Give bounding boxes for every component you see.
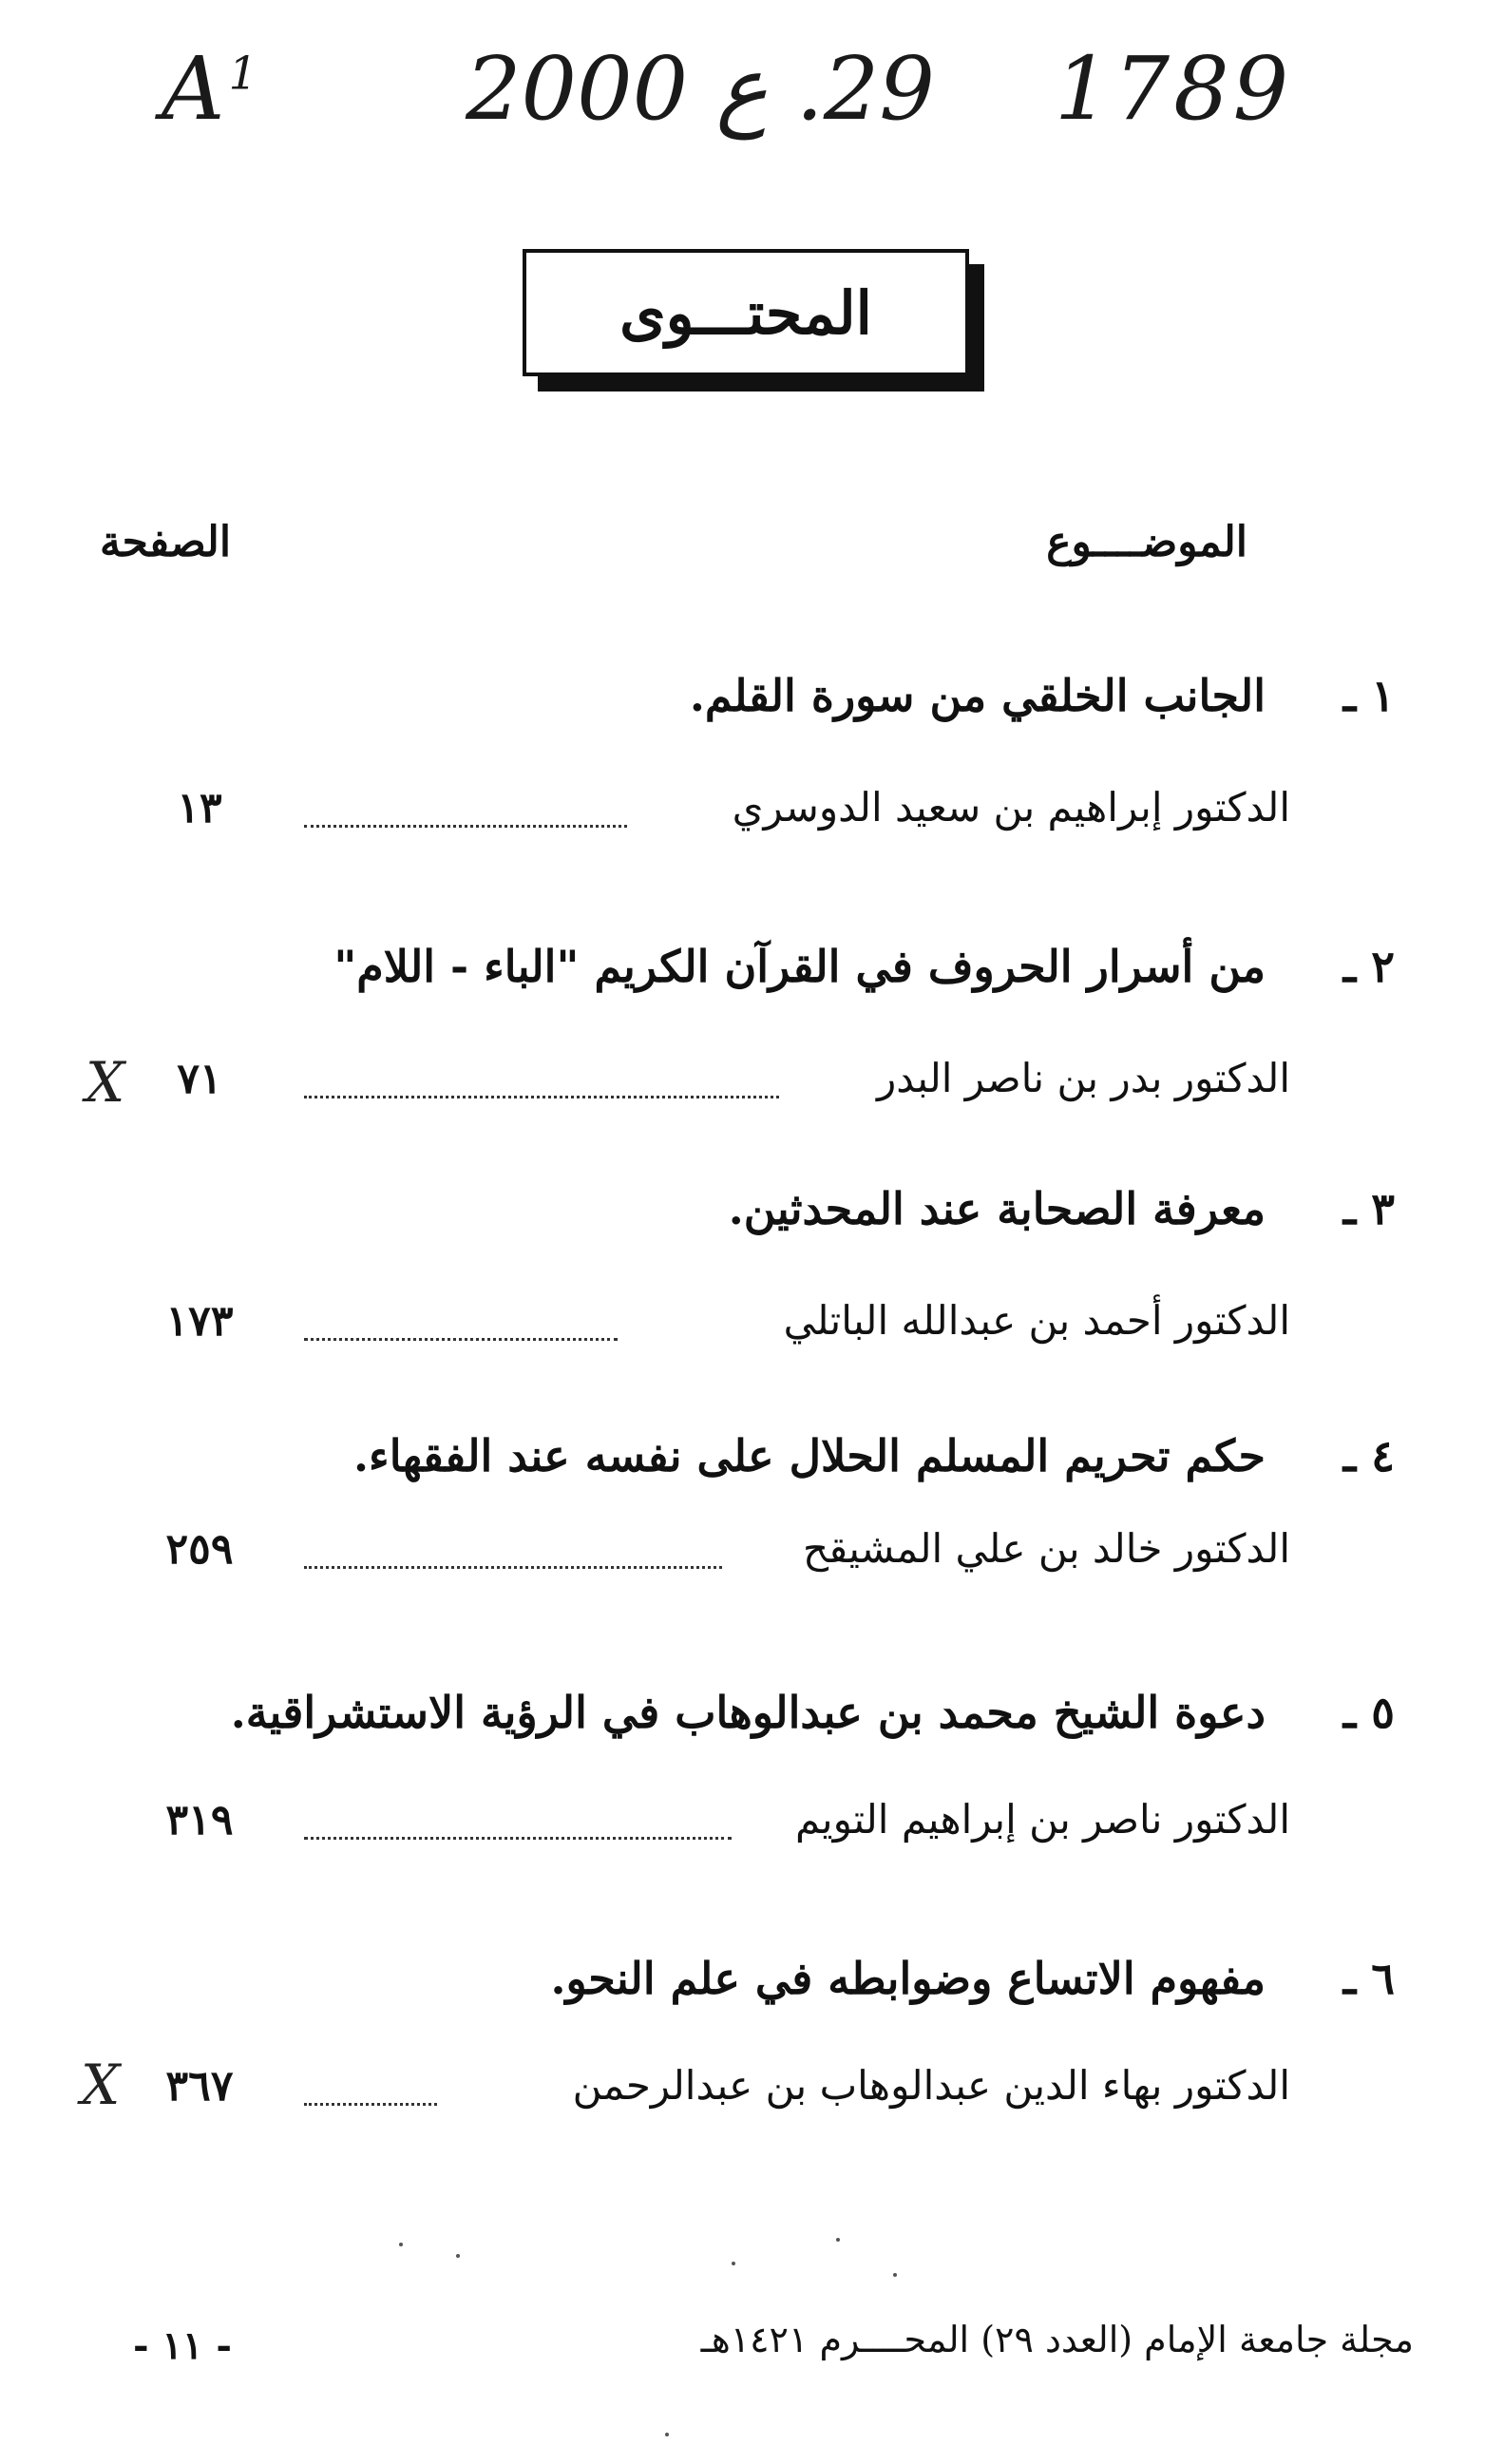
- toc-entry-page: ١٣: [177, 784, 222, 832]
- dot-leader: [304, 1338, 618, 1341]
- toc-entry-title: [231, 1687, 1395, 1738]
- scan-speck: [893, 2273, 897, 2277]
- handwritten-check-mark: X: [81, 2053, 121, 2117]
- toc-entry-page: ٢٥٩: [165, 1525, 234, 1574]
- entry-title-text: الجانب الخلقي من سورة القلم.: [689, 670, 1266, 721]
- entry-number: ١ ـ: [1342, 670, 1395, 721]
- handwritten-letter: A: [162, 38, 229, 140]
- dot-leader: [304, 1837, 732, 1840]
- dot-leader: [304, 2103, 437, 2106]
- footer-page-number: - ١١ -: [133, 2323, 233, 2368]
- handwritten-check-mark: X: [86, 1050, 125, 1115]
- entry-title-text: من أسرار الحروف في القرآن الكريم "الباء - اللام": [333, 941, 1266, 992]
- entry-number: ٥ ـ: [1342, 1687, 1395, 1738]
- handwritten-sup: 1: [228, 47, 261, 101]
- page-title: المحتـــوى: [523, 249, 969, 376]
- scan-speck: [732, 2262, 735, 2265]
- scan-speck: [456, 2254, 460, 2258]
- entry-number: ٣ ـ: [1342, 1183, 1395, 1234]
- toc-entry-title: [729, 1183, 1395, 1234]
- toc-entry-title: [550, 1953, 1395, 2004]
- scan-speck: [399, 2243, 403, 2246]
- entry-title-text: معرفة الصحابة عند المحدثين.: [728, 1183, 1266, 1234]
- toc-entry-author: الدكتور بهاء الدين عبدالوهاب بن عبدالرحمن: [572, 2062, 1290, 2109]
- entry-title-text: دعوة الشيخ محمد بن عبدالوهاب في الرؤية الاستشراقية.: [230, 1687, 1266, 1738]
- entry-number: ٦ ـ: [1342, 1953, 1395, 2004]
- toc-entry-author: الدكتور أحمد بن عبدالله الباتلي: [783, 1297, 1290, 1344]
- dot-leader: [304, 1566, 722, 1569]
- toc-entry-author: الدكتور بدر بن ناصر البدر: [876, 1055, 1290, 1101]
- page-column-heading: الصفحة: [100, 518, 232, 566]
- handwritten-date: 29. ع 2000: [466, 38, 935, 140]
- toc-entry-author: الدكتور خالد بن علي المشيقح: [802, 1525, 1290, 1572]
- toc-entry-page: ٣١٩: [165, 1796, 234, 1844]
- topic-column-heading: الموضــــوع: [1046, 518, 1247, 566]
- toc-entry-page: ٧١: [177, 1055, 222, 1103]
- toc-entry-author: الدكتور إبراهيم بن سعيد الدوسري: [732, 784, 1290, 831]
- scan-speck: [836, 2238, 840, 2242]
- dot-leader: [304, 825, 627, 828]
- entry-number: ٤ ـ: [1342, 1430, 1395, 1481]
- entry-title-text: حكم تحريم المسلم الحلال على نفسه عند الفقهاء.: [353, 1430, 1266, 1481]
- toc-entry-page: ٣٦٧: [165, 2062, 234, 2111]
- toc-entry-page: ١٧٣: [165, 1297, 234, 1346]
- entry-title-text: مفهوم الاتساع وضوابطه في علم النحو.: [550, 1953, 1266, 2004]
- toc-entry-title: [353, 1430, 1395, 1481]
- dot-leader: [304, 1096, 779, 1098]
- toc-entry-title: [333, 941, 1395, 992]
- scan-speck: [665, 2433, 669, 2436]
- toc-entry-title: [690, 670, 1395, 721]
- entry-number: ٢ ـ: [1342, 941, 1395, 992]
- footer-journal-info: مجلة جامعة الإمام (العدد ٢٩) المحــــرم ١٤٢١هـ: [700, 2319, 1414, 2360]
- toc-entry-author: الدكتور ناصر بن إبراهيم التويم: [794, 1796, 1290, 1843]
- handwritten-number: 1789: [1055, 38, 1293, 140]
